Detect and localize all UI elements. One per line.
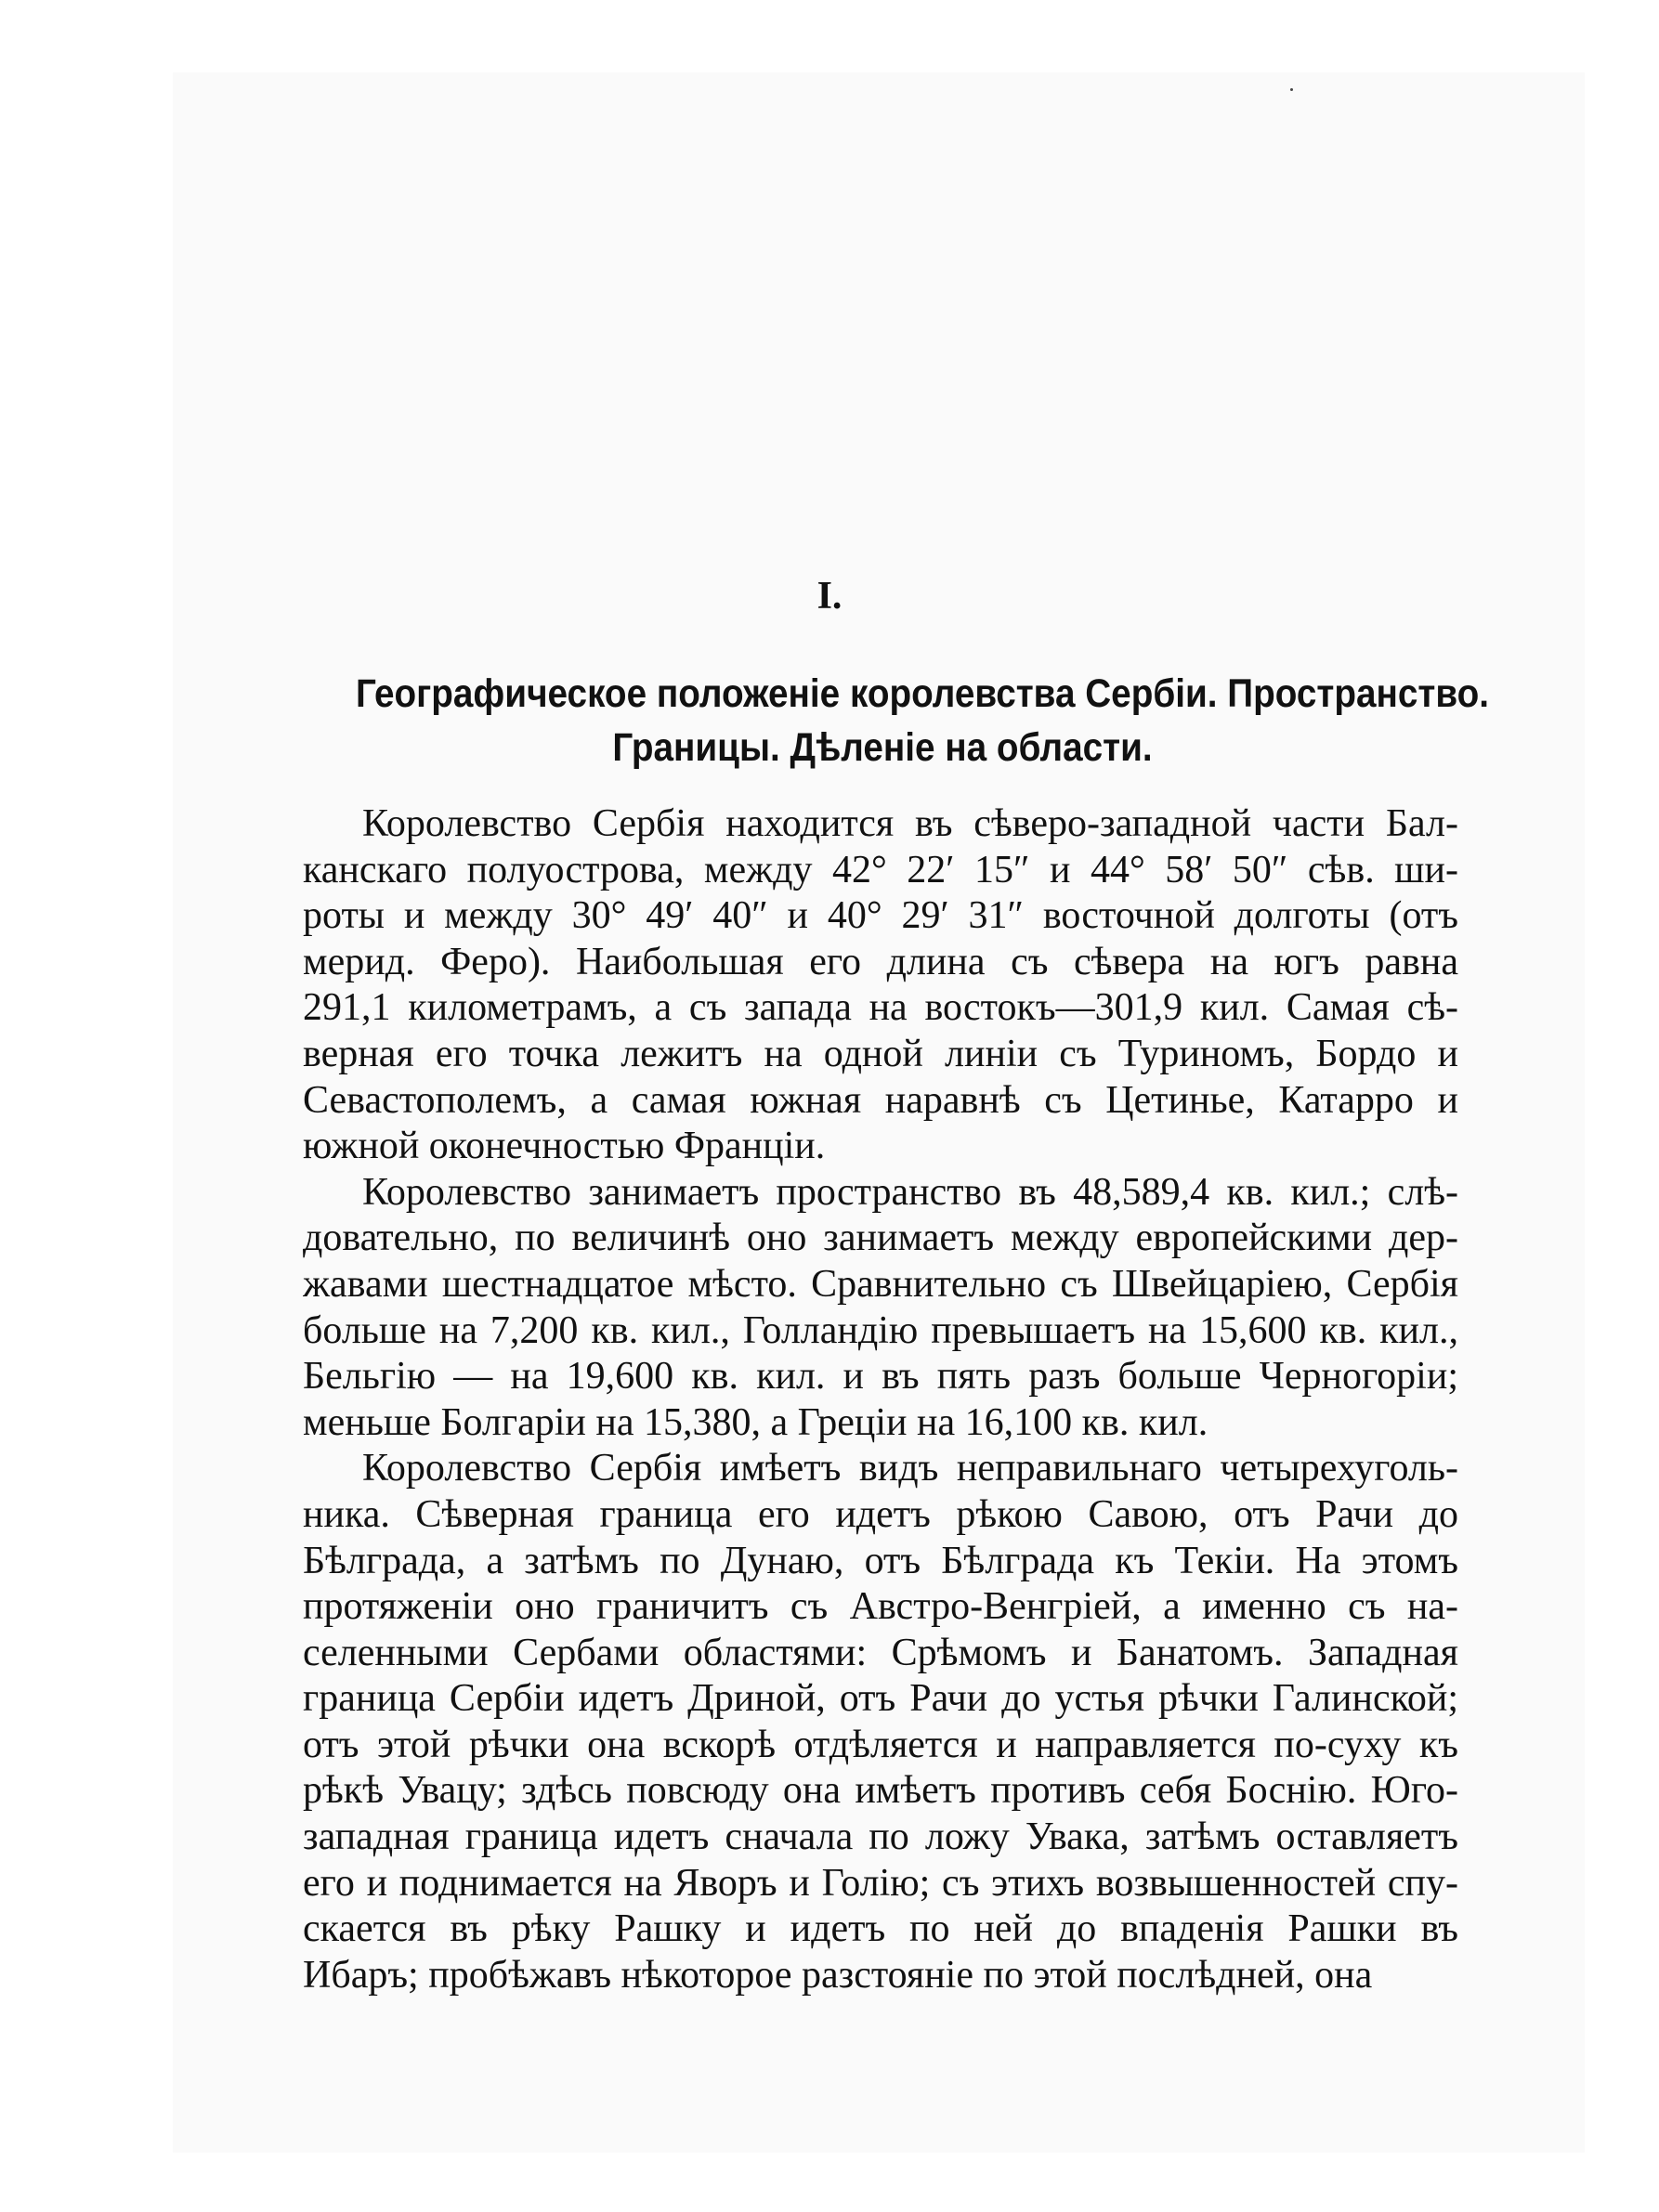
scan-speck	[1290, 88, 1293, 91]
paragraph	[303, 1446, 1458, 1998]
paragraph-line: 291,1 километрамъ, а съ запада на востокъ—301,9 кил. Самая сѣ-	[303, 986, 1458, 1030]
section-heading	[356, 667, 1490, 774]
paragraph-line: довательно, по величинѣ оно занимаетъ между европейскими дер-	[303, 1217, 1458, 1260]
paragraph-line: ника. Сѣверная граница его идетъ рѣкою Савою, отъ Рачи до	[303, 1492, 1458, 1536]
section-heading-line-1: Географическое положеніе королевства Сербіи. Пространство.	[356, 671, 1490, 716]
paragraph-line: мерид. Феро). Наибольшая его длина съ сѣвера на югъ равна	[303, 940, 1458, 983]
paragraph-line: Королевство занимаетъ пространство въ 48,589,4 кв. кил.; слѣ-	[362, 1170, 1458, 1214]
body-text	[303, 801, 1458, 1998]
paragraph-line: жавами шестнадцатое мѣсто. Сравнительно съ Швейцаріею, Сербія	[303, 1262, 1458, 1306]
paragraph-line: западная граница идетъ сначала по ложу Увака, затѣмъ оставляетъ	[303, 1815, 1458, 1859]
section-heading-line-2: Границы. Дѣленіе на области.	[612, 725, 1153, 770]
paragraph	[303, 801, 1458, 1170]
paragraph-line: Севастополемъ, а самая южная наравнѣ съ Цетинье, Катарро и	[303, 1078, 1458, 1122]
paragraph-line: протяженіи оно граничитъ съ Австро-Венгріей, а именно съ на-	[303, 1585, 1458, 1629]
paragraph-line: южной оконечностью Франціи.	[303, 1125, 826, 1168]
paragraph-line: его и поднимается на Яворъ и Голію; съ этихъ возвышенностей спу-	[303, 1861, 1458, 1905]
paragraph-line: селенными Сербами областями: Срѣмомъ и Банатомъ. Западная	[303, 1631, 1458, 1674]
paragraph-line: меньше Болгаріи на 15,380, а Греціи на 16,100 кв. кил.	[303, 1400, 1208, 1444]
paragraph-line: больше на 7,200 кв. кил., Голландію превышаетъ на 15,600 кв. кил.,	[303, 1308, 1458, 1352]
paragraph-line: верная его точка лежитъ на одной линіи съ Туриномъ, Бордо и	[303, 1032, 1458, 1075]
paragraph-line: рѣкѣ Увацу; здѣсь повсюду она имѣетъ противъ себя Боснію. Юго-	[303, 1769, 1458, 1813]
paragraph-line: канскаго полуострова, между 42° 22′ 15″ и 44° 58′ 50″ сѣв. ши-	[303, 848, 1458, 891]
paragraph-line: Бѣлграда, а затѣмъ по Дунаю, отъ Бѣлграда къ Текіи. На этомъ	[303, 1539, 1458, 1582]
paragraph-line: Королевство Сербія имѣетъ видъ неправильнаго четырехуголь-	[362, 1447, 1458, 1490]
paragraph-line: отъ этой рѣчки она вскорѣ отдѣляется и направляется по-суху къ	[303, 1723, 1458, 1766]
paragraph-line: Бельгію — на 19,600 кв. кил. и въ пять разъ больше Черногоріи;	[303, 1355, 1458, 1399]
paragraph-line: скается въ рѣку Рашку и идетъ по ней до впаденія Рашки въ	[303, 1907, 1458, 1951]
paragraph-line: Ибаръ; пробѣжавъ нѣкоторое разстояніе по этой послѣдней, она	[303, 1953, 1373, 1997]
paragraph-line: граница Сербіи идетъ Дриной, отъ Рачи до устья рѣчки Галинской;	[303, 1677, 1458, 1721]
paragraph	[303, 1170, 1458, 1447]
chapter-number: I.	[816, 575, 843, 618]
paragraph-line: роты и между 30° 49′ 40″ и 40° 29′ 31″ восточной долготы (отъ	[303, 894, 1458, 938]
paragraph-line: Королевство Сербія находится въ сѣверо-западной части Бал-	[362, 802, 1458, 845]
